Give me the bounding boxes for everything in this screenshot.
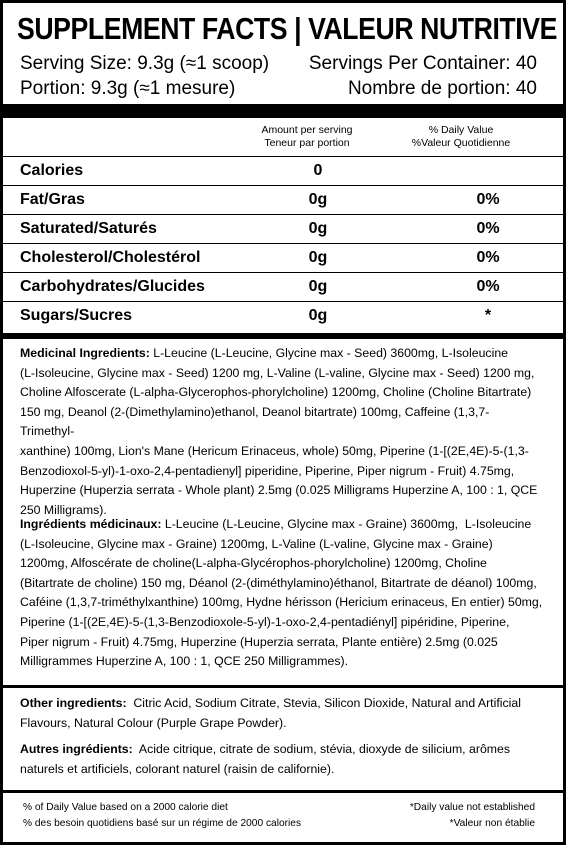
text-line: naturels et artificiels, colorant naturel (raisin de californie). [20,761,335,776]
daily-value-basis-fr: % des besoin quotidiens basé sur un régime de 2000 calories [23,818,302,829]
serving-row-en [20,53,537,75]
other-ingredients-en-label: Other ingredients: [20,696,127,710]
text-line: Huperzine (Huperzia serrata - Whole plant) 2.5mg (0.025 Milligrams Huperzine A, 100 : 1, QCE [20,483,538,498]
medicinal-ingredients-fr-label: Ingrédients médicinaux: [20,517,162,531]
text-line: (L-Isoleucine, Glycine max - Graine) 1200mg, L-Valine (L-valine, Glycine max - Graine) [20,536,493,551]
servings-per-container-en: Servings Per Container: 40 [308,53,537,74]
text-line: Flavours, Natural Colour (Purple Grape Powder). [20,715,287,730]
other-ingredients-en [20,694,543,733]
text-line: Citric Acid, Sodium Citrate, Stevia, Silicon Dioxide, Natural and Artificial [126,696,521,710]
text-line: L-Leucine (L-Leucine, Glycine max - Graine) 3600mg, L-Isoleucine [161,517,532,531]
text-line: Acide citrique, citrate de sodium, stévia, dioxyde de silicium, arômes [132,742,511,756]
nutrient-name: Saturated/Saturés [20,220,157,237]
nutrient-amount: 0g [308,191,328,208]
nutrient-amount: 0g [308,220,328,237]
amount-header [247,124,367,150]
thick-divider [3,333,563,339]
nutrient-name: Carbohydrates/Glucides [20,278,205,295]
daily-value-basis-en: % of Daily Value based on a 2000 calorie diet [23,802,228,813]
nutrient-name: Fat/Gras [20,191,85,208]
amount-header-fr: Teneur par portion [264,137,350,149]
medicinal-ingredients-en [20,344,543,520]
not-established-en: *Daily value not established [409,802,535,813]
nutrient-daily-value: 0% [476,249,500,266]
nutrient-row-fat [3,185,563,215]
nutrient-amount: 0g [308,249,328,266]
not-established-fr: *Valeur non établie [449,818,535,829]
text-line: 1200mg, Alfoscérate de choline(L-alpha-Glycérophos-phorylcholine) 1200mg, Choline [20,556,487,571]
nutrient-amount: 0 [313,162,323,179]
text-line: (Bitartrate de choline) 150 mg, Déanol (2-(diméthylamino)éthanol, Bitartrate de déanol) 100mg, [20,575,537,590]
divider [3,685,563,688]
nutrient-row-saturated [3,214,563,244]
nutrient-daily-value: * [484,307,492,324]
nutrient-daily-value: 0% [476,191,500,208]
nutrient-daily-value: 0% [476,220,500,237]
text-line: xanthine) 100mg, Lion's Mane (Hericum Erinaceus, whole) 50mg, Piperine (1-[(2E,4E)-5-(1,3- [20,443,529,458]
serving-row-fr [20,78,537,100]
nutrient-name: Cholesterol/Cholestérol [20,249,201,266]
text-line: (L-Isoleucine, Glycine max - Seed) 1200 mg, L-Valine (L-valine, Glycine max - Seed) 1200 mg, [20,365,535,380]
text-line: Piperine (1-[(2E,4E)-5-(1,3-Benzodioxole-5-yl)-1-oxo-2,4-pentadiényl] pipéridine, Piperine, [20,614,510,629]
daily-value-header-en: % Daily Value [428,124,494,136]
divider [3,790,563,793]
text-line: 250 Milligrams). [20,502,107,517]
other-ingredients-fr [20,740,543,779]
nutrient-row-calories [3,156,563,186]
daily-value-header-fr: %Valeur Quotidienne [411,137,511,149]
amount-header-en: Amount per serving [261,124,353,136]
text-line: 150 mg, Deanol (2-(Dimethylamino)ethanol, Deanol bitartrate) 100mg, Caffeine (1,3,7-Trimethyl- [20,404,490,439]
text-line: Milligrammes Huperzine A, 100 : 1, QCE 250 Milligrammes). [20,654,349,669]
text-line: Benzodioxol-5-yl)-1-oxo-2,4-pentadienyl] piperidine, Piperine, Piper nigrum - Fruit) 4.75mg, [20,463,515,478]
nutrient-daily-value: 0% [476,278,500,295]
panel-title: SUPPLEMENT FACTS | VALEUR NUTRITIVE [17,11,557,46]
text-line: Piper nigrum - Fruit) 4.75mg, Huperzine (Huperzia serrata, Plante entière) 2.5mg (0.025 [20,634,498,649]
nutrient-name: Sugars/Sucres [20,307,133,324]
nutrient-amount: 0g [308,307,328,324]
daily-value-basis-note [23,800,301,832]
nutrient-name: Calories [20,162,84,179]
nutrient-row-sugars [3,301,563,331]
text-line: Caféine (1,3,7-triméthylxanthine) 100mg, Hydne hérisson (Hericium erinaceus, En entier) 50mg, [20,595,543,610]
serving-size-en: Serving Size: 9.3g (≈1 scoop) [20,53,270,74]
servings-per-container-fr: Nombre de portion: 40 [347,78,537,99]
other-ingredients-fr-label: Autres ingrédients: [20,742,133,756]
serving-size-fr: Portion: 9.3g (≈1 mesure) [20,78,236,99]
nutrient-row-cholesterol [3,243,563,273]
daily-value-header [401,124,521,150]
daily-value-not-established-note [410,800,535,832]
medicinal-ingredients-fr [20,515,543,672]
nutrient-row-carbohydrates [3,272,563,302]
text-line: Choline Alfoscerate (L-alpha-Glycerophos-phorylcholine) 1200mg, Choline (Choline Bitartrate) [20,385,532,400]
medicinal-ingredients-en-label: Medicinal Ingredients: [20,346,150,360]
nutrient-amount: 0g [308,278,328,295]
text-line: L-Leucine (L-Leucine, Glycine max - Seed) 3600mg, L-Isoleucine [149,346,508,360]
thick-divider [3,104,563,118]
